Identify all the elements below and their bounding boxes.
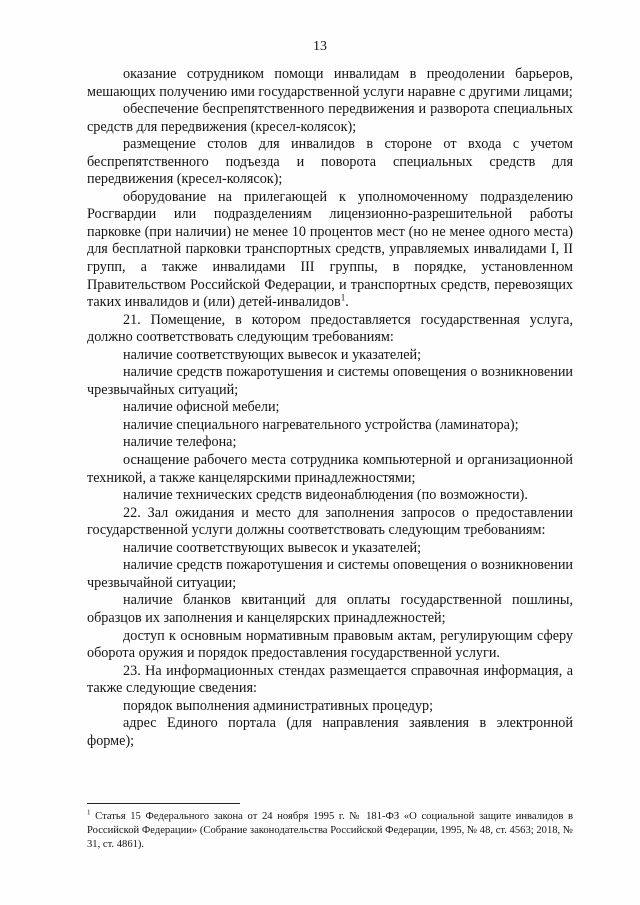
footnote-text: Статья 15 Федерального закона от 24 ноября 1995 г. № 181-ФЗ «О социальной защите инвалидов в Российской Федерации» (Собрание законодательства Российской Федерации, 1995, № 48, ст. 4563; 2018, № 31, ст. 4861). bbox=[87, 811, 573, 850]
paragraph: наличие средств пожаротушения и системы оповещения о возникновении чрезвычайной ситуации; bbox=[87, 557, 573, 591]
paragraph: оснащение рабочего места сотрудника компьютерной и организационной техникой, а также канцелярскими принадлежностями; bbox=[87, 452, 573, 486]
paragraph: обеспечение беспрепятственного передвижения и разворота специальных средств для передвижения (кресел-колясок); bbox=[87, 101, 573, 135]
footnote-reference: 1 bbox=[340, 292, 346, 303]
paragraph bbox=[87, 189, 573, 312]
paragraph: наличие соответствующих вывесок и указателей; bbox=[123, 539, 422, 556]
paragraph: наличие специального нагревательного устройства (ламинатора); bbox=[123, 416, 519, 433]
paragraph: размещение столов для инвалидов в стороне от входа с учетом беспрепятственного подъезда и поворота специальных средств для передвижения (кресел-колясок); bbox=[87, 136, 573, 188]
paragraph: наличие технических средств видеонаблюдения (по возможности). bbox=[123, 487, 528, 504]
paragraph: наличие бланков квитанций для оплаты государственной пошлины, образцов их заполнения и канцелярских принадлежностей; bbox=[87, 592, 573, 626]
paragraph: 23. На информационных стендах размещается справочная информация, а также следующие сведения: bbox=[87, 662, 573, 697]
footnote-mark: 1 bbox=[87, 808, 91, 817]
paragraph: наличие средств пожаротушения и системы оповещения о возникновении чрезвычайных ситуаций; bbox=[87, 364, 573, 398]
paragraph-end: . bbox=[345, 294, 349, 311]
footnote-divider bbox=[87, 803, 240, 804]
paragraph: наличие офисной мебели; bbox=[123, 399, 280, 416]
paragraph: наличие телефона; bbox=[123, 434, 237, 451]
paragraph-text: оборудование на прилегающей к уполномоченному подразделению Росгвардии или подразделениям лицензионно-разрешительной работы парковке (при наличии) не менее 10 процентов мест (но не менее одного места) для бесплатной парковки транспортных средств, управляемых инвалидами I, II групп, а также инвалидами III группы, в порядке, установленном Правительством Российской Федерации, и транспортных средств, перевозящих таких инвалидов и (или) детей-инвалидов bbox=[87, 188, 573, 311]
footnote bbox=[87, 810, 573, 852]
paragraph: 22. Зал ожидания и место для заполнения запросов о предоставлении государственной услуги должны соответствовать следующим требованиям: bbox=[87, 504, 573, 539]
paragraph: наличие соответствующих вывесок и указателей; bbox=[123, 346, 422, 363]
paragraph: доступ к основным нормативным правовым актам, регулирующим сферу оборота оружия и порядок предоставления государственной услуги. bbox=[87, 627, 573, 662]
paragraph: порядок выполнения административных процедур; bbox=[123, 697, 434, 714]
body-text bbox=[87, 66, 573, 750]
paragraph: оказание сотрудником помощи инвалидам в преодолении барьеров, мешающих получению ими государственной услуги наравне с другими лицами; bbox=[87, 66, 573, 100]
paragraph: адрес Единого портала (для направления заявления в электронной форме); bbox=[87, 715, 573, 749]
paragraph: 21. Помещение, в котором предоставляется государственная услуга, должно соответствовать следующим требованиям: bbox=[87, 311, 573, 346]
page-number: 13 bbox=[313, 39, 327, 54]
